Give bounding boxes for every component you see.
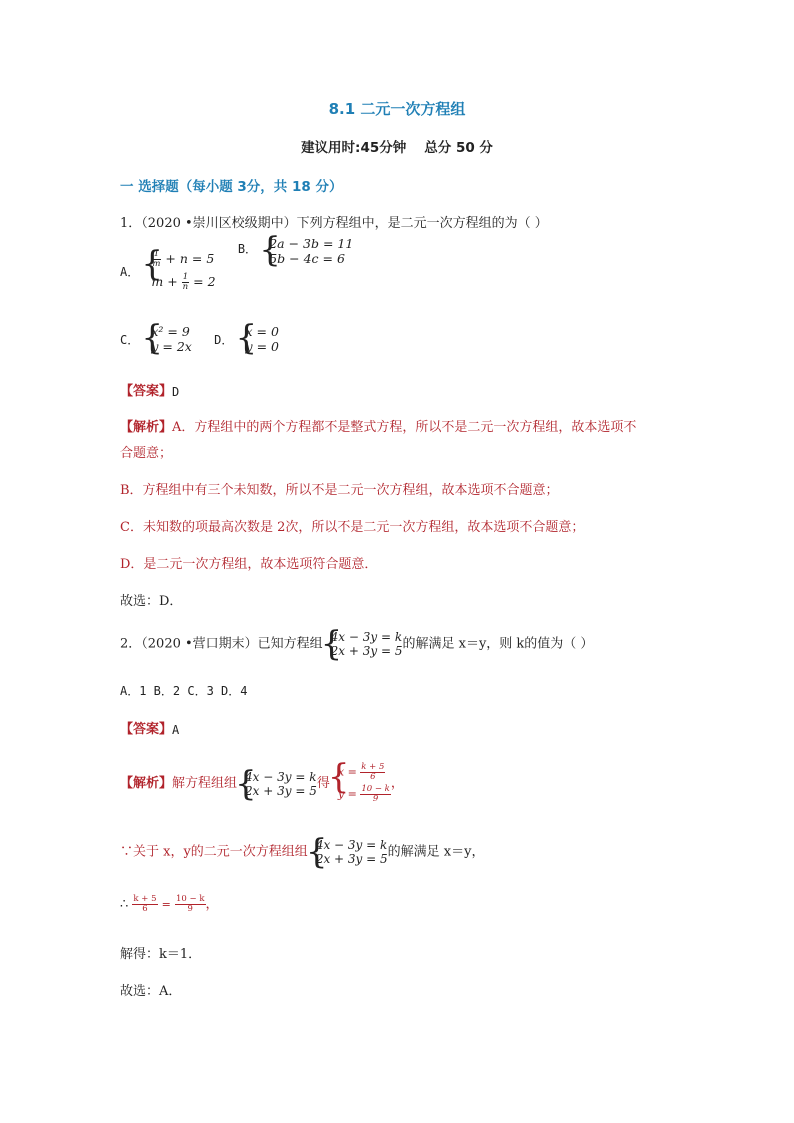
q2-stem: 2．（2020 •营口期末）已知方程组 { 4x − 3y = k 2x + 3y = 5 的解满足 x＝y，则 k的值为（ ） <box>120 630 593 658</box>
fraction: { $\frac{1}{m}$ <box>152 249 161 269</box>
q1-options-ab <box>120 236 354 292</box>
q2-answer: 【答案】A <box>120 722 180 737</box>
q2-because-system: { 4x − 3y = k 2x + 3y = 5 <box>308 838 388 866</box>
subtitle <box>0 136 794 156</box>
q2-system: { 4x − 3y = k 2x + 3y = 5 <box>323 630 403 658</box>
q1-option-b-system: { 2a − 3b = 11 5b − 4c = 6 <box>261 236 353 266</box>
q1-analysis-line-5: D．是二元一次方程组，故本选项符合题意． <box>120 557 378 572</box>
q1-option-d-system: { x = 0 y = 0 <box>238 324 279 354</box>
q1-option-c-label: C． <box>120 332 140 347</box>
q2-solution-system: { x = $\frac{k + 5}{6}$ y = $\frac{10 - k}{9}$ <box>330 763 391 804</box>
q1-option-d-label: D． <box>214 332 234 347</box>
q2-because: ∵关于 x，y的二元一次方程组组 { 4x − 3y = k 2x + 3y = 5 的解满足 x＝y， <box>120 838 484 866</box>
q1-answer: 【答案】D <box>120 384 180 399</box>
page-title: 8.1 二元一次方程组 <box>328 100 466 118</box>
section-heading: 一 选择题（每小题 3分，共 18 分） <box>120 179 343 195</box>
q1-option-b-label: B． <box>237 242 258 256</box>
q1-options-cd <box>120 324 279 354</box>
q2-choose: 故选：A． <box>120 984 182 999</box>
q2-analysis-line-1: 【解析】解方程组组 { 4x − 3y = k 2x + 3y = 5 得 { x = $\frac{k + 5}{6}$ y = $\frac{10 - k}{9}$ ， <box>120 763 404 804</box>
total-score: 总分 50 分 <box>424 140 493 156</box>
q1-stem: 1．（2020 •崇川区校级期中）下列方程组中，是二元一次方程组的为（ ） <box>120 216 548 231</box>
q1-choose: 故选：D． <box>120 594 183 609</box>
fraction: $\frac{k + 5}{6}$ <box>133 894 157 914</box>
q1-option-a-system: { $\frac{1}{m}$ + n = 5 m + $\frac{1}{n}$ = 2 <box>143 250 215 292</box>
q2-options: A．1 B．2 C．3 D．4 <box>120 684 248 698</box>
q1-analysis-line-4: C．未知数的项最高次数是 2次，所以不是二元一次方程组，故本选项不合题意； <box>120 520 585 535</box>
fraction: $\frac{10 - k}{9}$ <box>176 894 205 914</box>
q1-analysis-line-2: 合题意； <box>120 446 173 461</box>
q1-option-a-label: A． <box>120 264 140 279</box>
q2-solve: 解得：k＝1． <box>120 947 202 962</box>
q2-analysis-system: { 4x − 3y = k 2x + 3y = 5 <box>237 770 317 798</box>
suggested-time: 建议用时:45分钟 <box>301 140 407 156</box>
q1-analysis-line-1: 【解析】A．方程组中的两个方程都不是整式方程，所以不是二元一次方程组，故本选项不 <box>120 420 637 435</box>
q2-therefore: ∴ $\frac{k + 5}{6}$ = $\frac{10 - k}{9}$ ， <box>120 894 219 914</box>
q1-option-c-system: { x² = 9 y = 2x <box>143 324 192 354</box>
q1-analysis-line-3: B．方程组中有三个未知数，所以不是二元一次方程组，故本选项不合题意； <box>120 483 559 498</box>
fraction: $\frac{1}{n}$ <box>182 272 189 292</box>
